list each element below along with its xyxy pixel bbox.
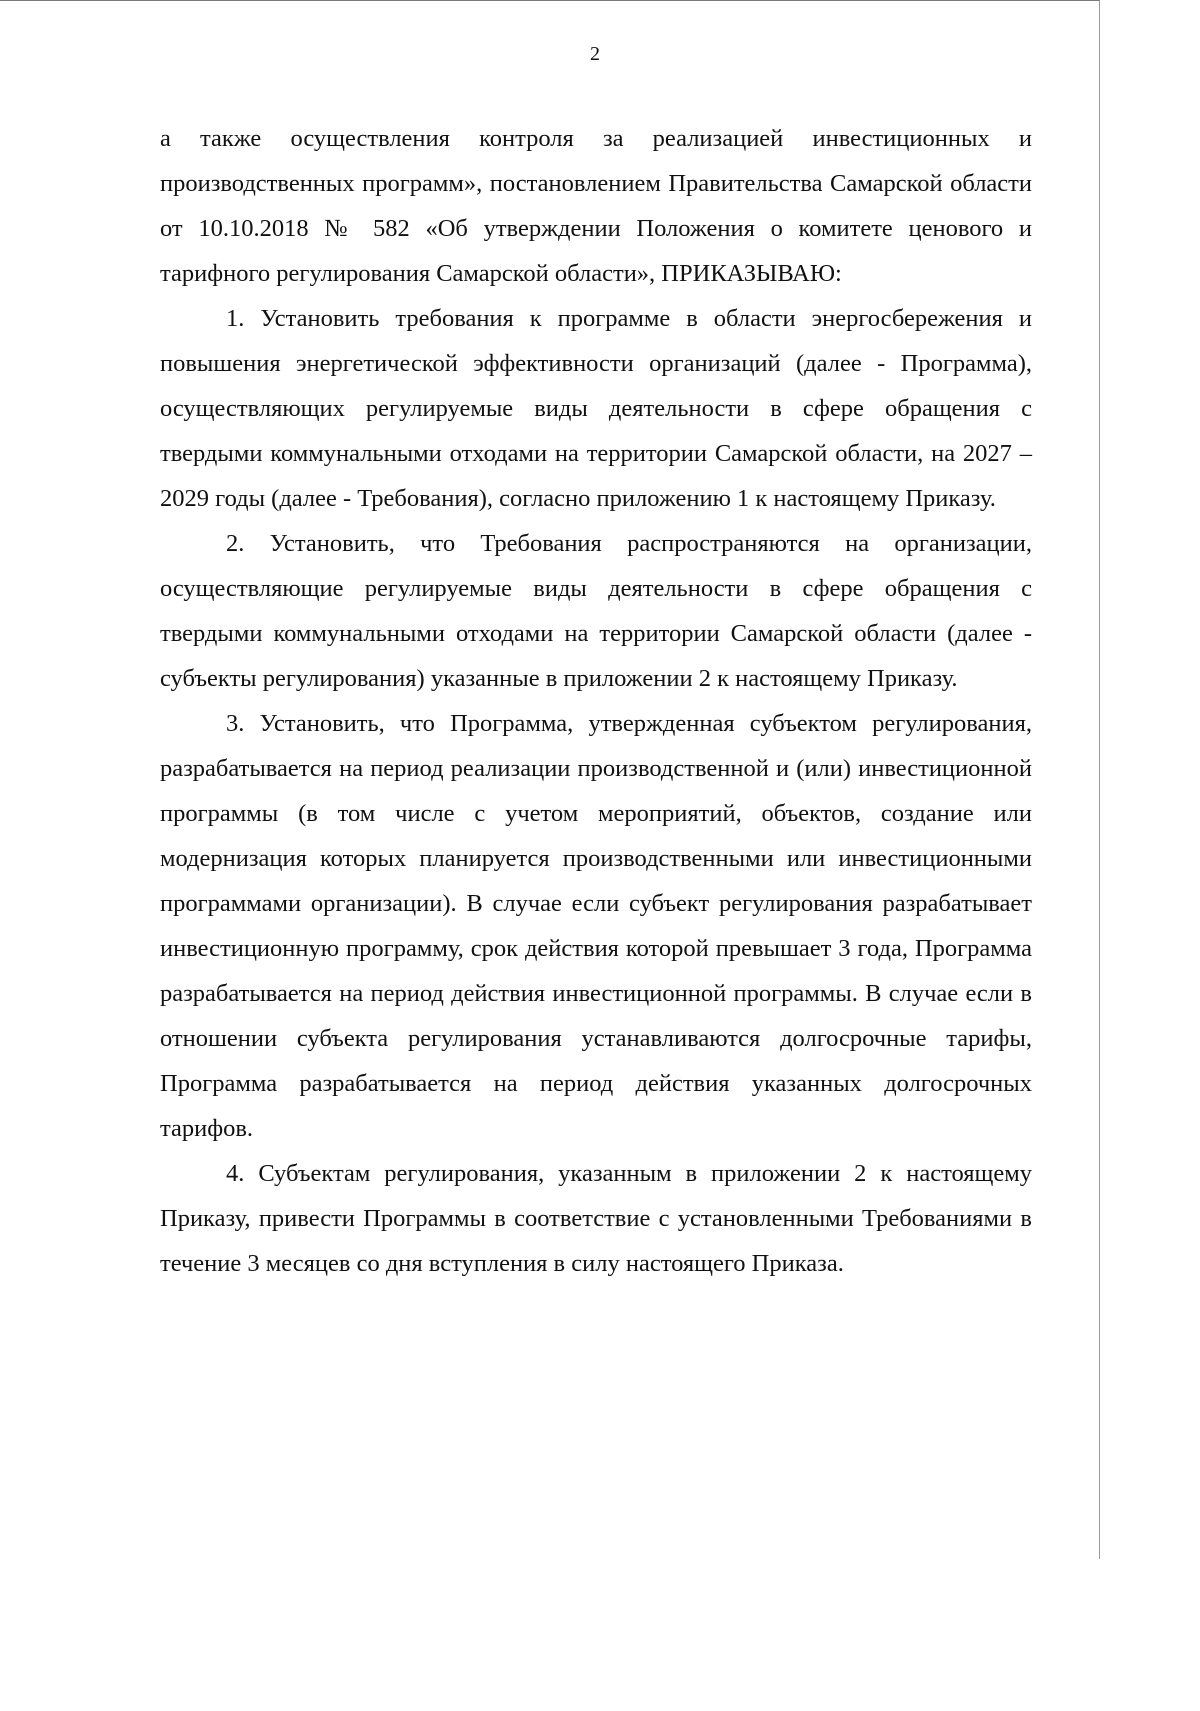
paragraph-continuation: а также осуществления контроля за реализацией инвестиционных и производственных программ», постановлением Правительства Самарской области от 10.10.2018 № 582 «Об утверждении Положения о комитете ценового и тарифного регулирования Самарской области», ПРИКАЗЫВАЮ:: [160, 125, 1032, 287]
paragraph-item-3: 3. Установить, что Программа, утвержденная субъектом регулирования, разрабатывается на период реализации производственной и (или) инвестиционной программы (в том числе с учетом мероприятий, объектов, создание или модернизация которых планируется производственными или инвестиционными программами организации). В случае если субъект регулирования разрабатывает инвестиционную программу, срок действия которой превышает 3 года, Программа разрабатывается на период действия инвестиционной программы. В случае если в отношении субъекта регулирования устанавливаются долгосрочные тарифы, Программа разрабатывается на период действия указанных долгосрочных тарифов.: [160, 710, 1032, 1142]
paragraph-item-2: 2. Установить, что Требования распространяются на организации, осуществляющие регулируемые виды деятельности в сфере обращения с твердыми коммунальными отходами на территории Самарской области (далее - субъекты регулирования) указанные в приложении 2 к настоящему Приказу.: [160, 530, 1032, 692]
paragraph-item-4: 4. Субъектам регулирования, указанным в приложении 2 к настоящему Приказу, привести Программы в соответствие с установленными Требованиями в течение 3 месяцев со дня вступления в силу настоящего Приказа.: [160, 1160, 1032, 1277]
paragraph-item-1: 1. Установить требования к программе в области энергосбережения и повышения энергетической эффективности организаций (далее - Программа), осуществляющих регулируемые виды деятельности в сфере обращения с твердыми коммунальными отходами на территории Самарской области, на 2027 – 2029 годы (далее - Требования), согласно приложению 1 к настоящему Приказу.: [160, 305, 1032, 512]
page-number: 2: [590, 43, 600, 65]
document-body: [160, 116, 1032, 1286]
